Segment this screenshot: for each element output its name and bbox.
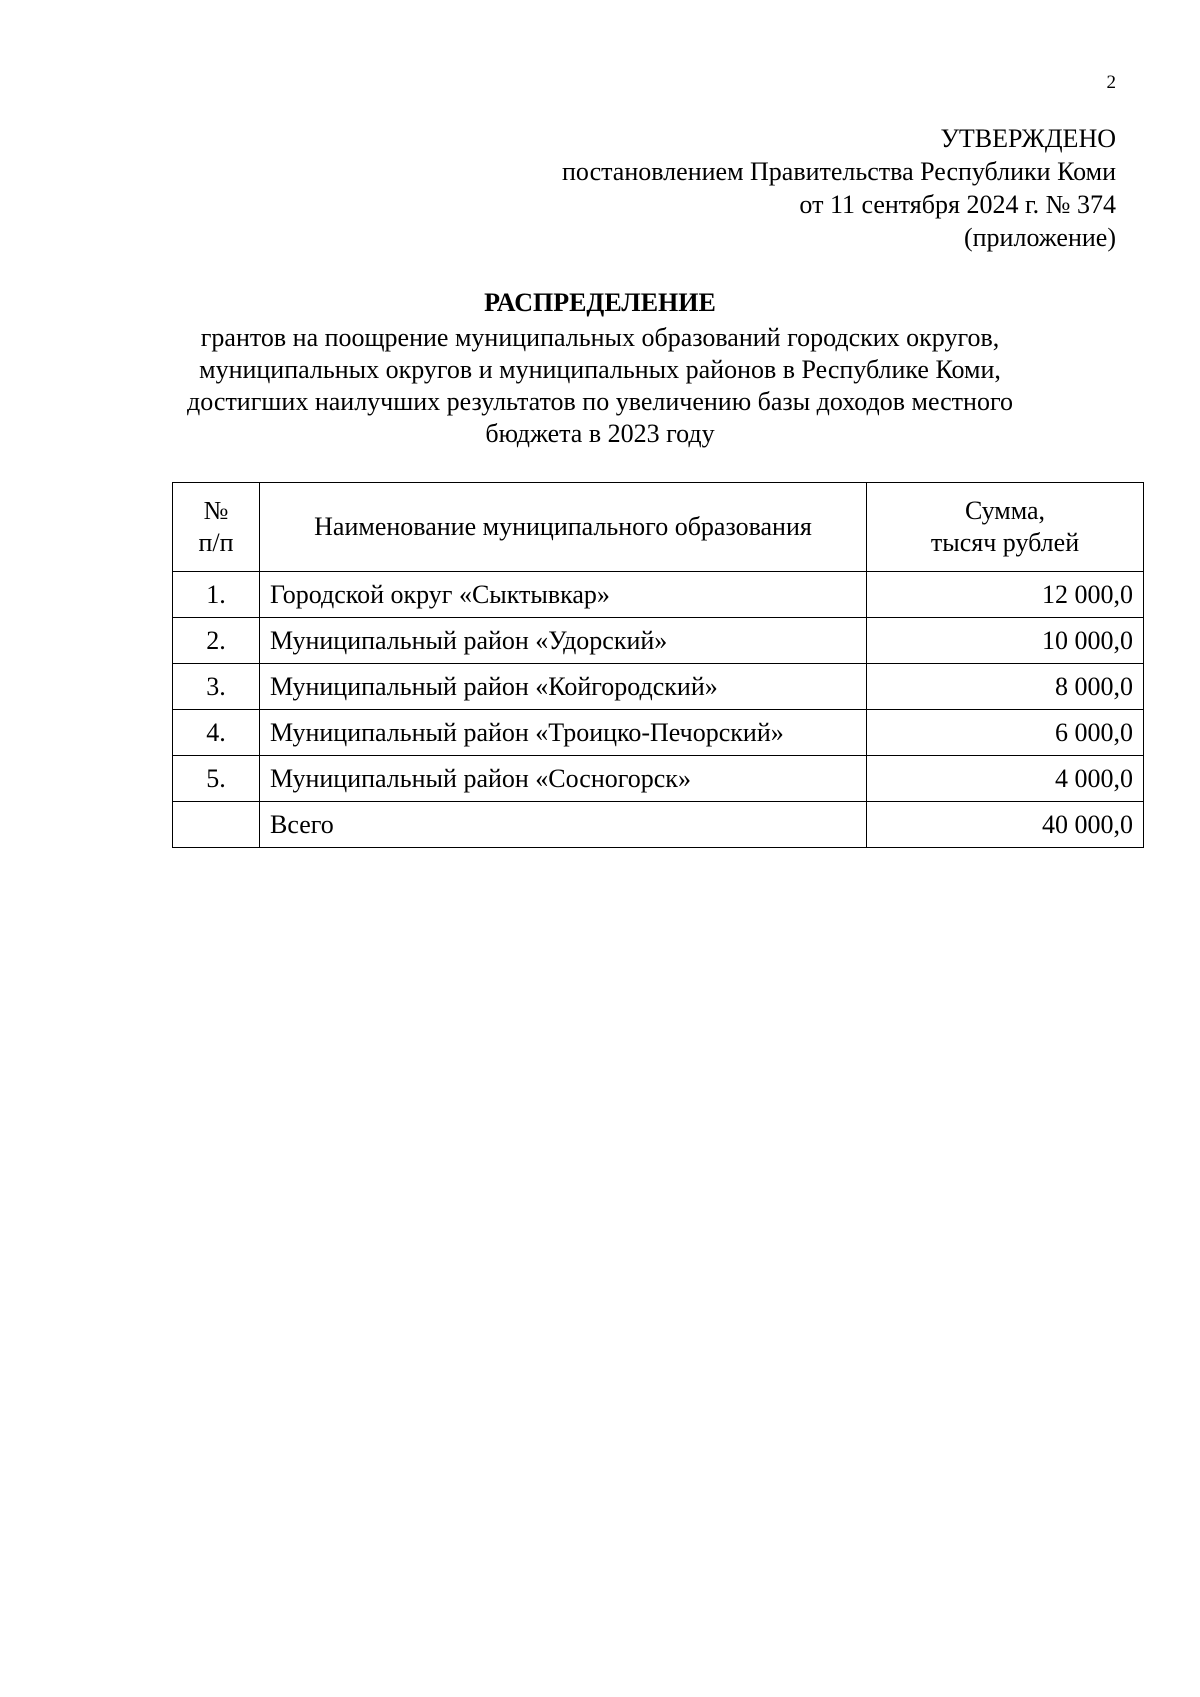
total-number (173, 802, 260, 848)
header-number-sign: № (203, 496, 229, 525)
table-row (173, 618, 1144, 664)
row-sum: 10 000,0 (867, 618, 1144, 664)
approval-resolution: постановлением Правительства Республики Коми (562, 157, 1116, 186)
table-header-row (173, 483, 1144, 572)
row-name: Городской округ «Сыктывкар» (260, 572, 867, 618)
page-number: 2 (1106, 72, 1116, 93)
table-row (173, 710, 1144, 756)
total-sum: 40 000,0 (867, 802, 1144, 848)
row-number: 5. (173, 756, 260, 802)
row-name: Муниципальный район «Сосногорск» (260, 756, 867, 802)
approval-block (562, 122, 1116, 254)
row-sum: 4 000,0 (867, 756, 1144, 802)
approval-date-number: от 11 сентября 2024 г. № 374 (799, 190, 1116, 219)
row-sum: 8 000,0 (867, 664, 1144, 710)
total-label: Всего (260, 802, 867, 848)
row-name: Муниципальный район «Удорский» (260, 618, 867, 664)
total-row (173, 802, 1144, 848)
row-number: 2. (173, 618, 260, 664)
table-row (173, 572, 1144, 618)
document-subtitle: грантов на поощрение муниципальных образований городских округов, муниципальных округов и муниципальных районов в Республике Коми, достигших наилучших результатов по увеличению базы доходов местного бюджета в 2023 году (187, 323, 1013, 448)
row-number: 3. (173, 664, 260, 710)
row-number: 1. (173, 572, 260, 618)
header-sum-label: Сумма, (964, 496, 1046, 525)
approval-heading: УТВЕРЖДЕНО (940, 124, 1116, 153)
row-number: 4. (173, 710, 260, 756)
document-title: РАСПРЕДЕЛЕНИЕ (484, 288, 716, 317)
row-sum: 12 000,0 (867, 572, 1144, 618)
header-number-abbrev: п/п (198, 528, 234, 557)
header-sum-unit: тысяч рублей (930, 528, 1080, 557)
row-name: Муниципальный район «Койгородский» (260, 664, 867, 710)
header-name: Наименование муниципального образования (260, 483, 867, 572)
row-sum: 6 000,0 (867, 710, 1144, 756)
table-row (173, 664, 1144, 710)
header-sum (867, 483, 1144, 572)
header-number (173, 483, 260, 572)
table-row (173, 756, 1144, 802)
grants-table (172, 482, 1144, 848)
row-name: Муниципальный район «Троицко-Печорский» (260, 710, 867, 756)
approval-appendix-note: (приложение) (963, 223, 1116, 252)
